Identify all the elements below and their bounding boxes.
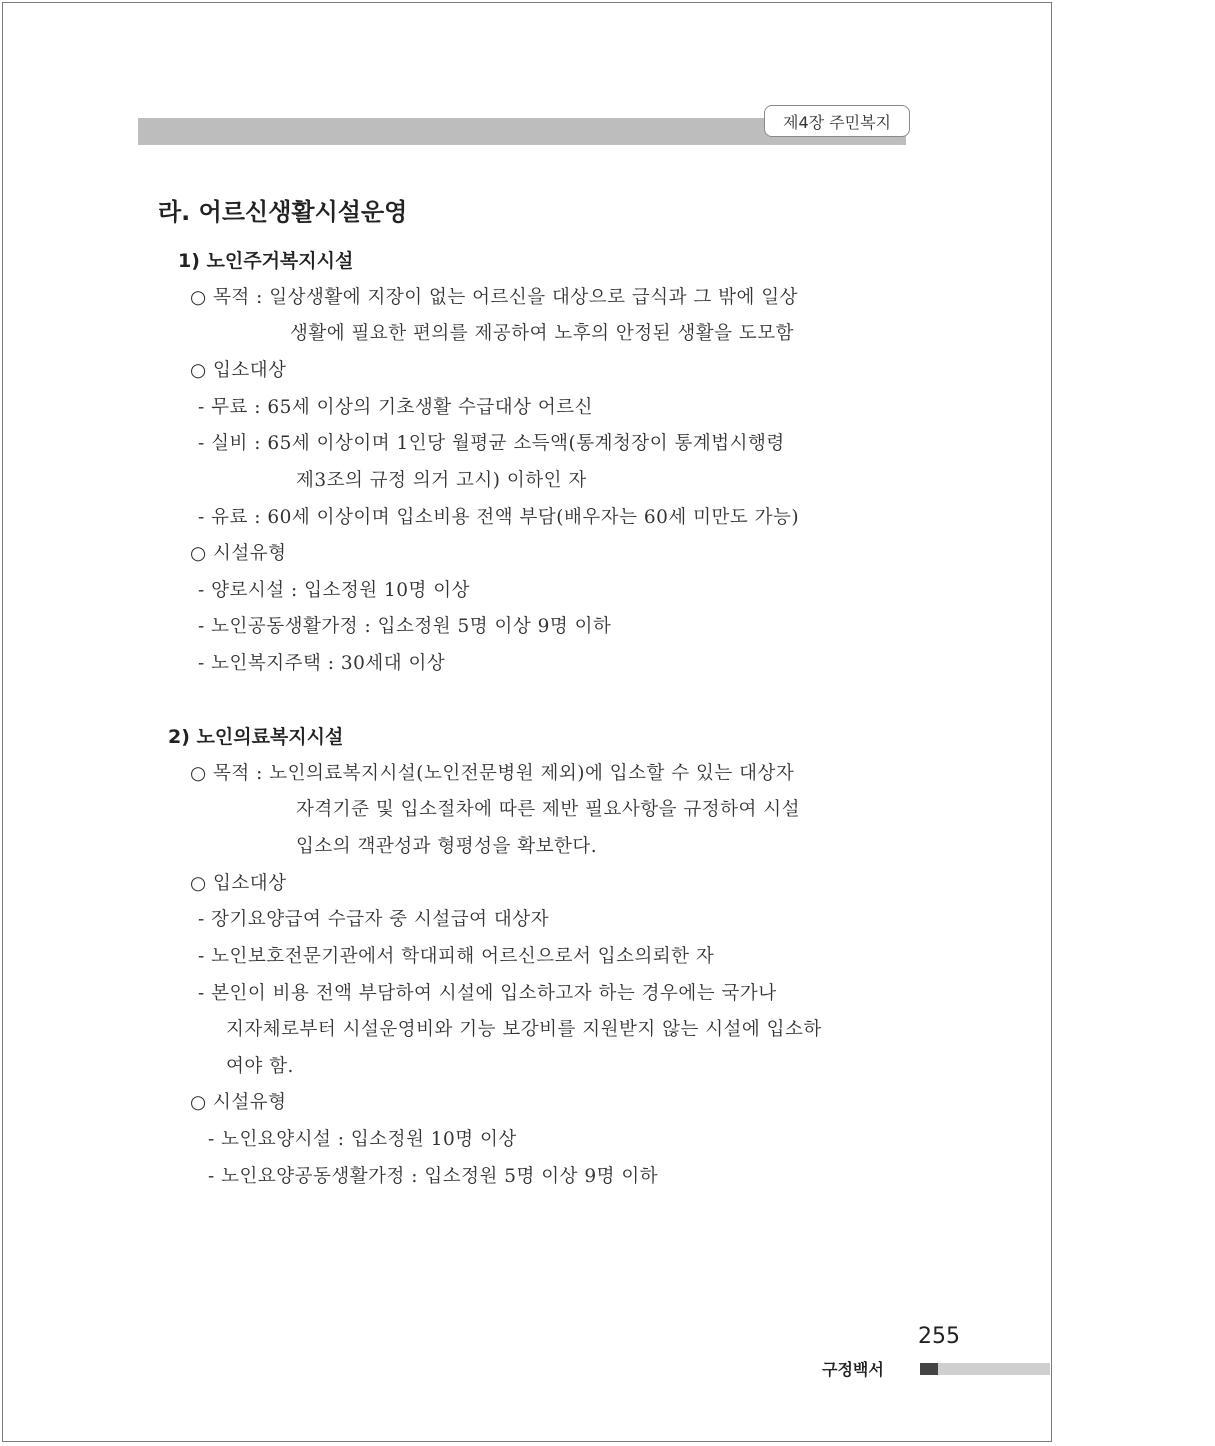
part1-line: ○ 입소대상: [190, 360, 287, 381]
part1-line: 제3조의 규정 의거 고시) 이하인 자: [296, 470, 587, 491]
footer-accent: [920, 1363, 938, 1375]
part2-line: - 본인이 비용 전액 부담하여 시설에 입소하고자 하는 경우에는 국가나: [198, 983, 777, 1004]
part2-title: 2) 노인의료복지시설: [168, 726, 344, 748]
page-number: 255: [918, 1324, 960, 1349]
footer-bar: [938, 1363, 1050, 1375]
part2-line: 여야 함.: [226, 1056, 294, 1077]
part1-line: - 양로시설 : 입소정원 10명 이상: [198, 580, 471, 601]
part2-line: ○ 입소대상: [190, 873, 287, 894]
part2-line: ○ 시설유형: [190, 1092, 287, 1113]
part1-line: - 실비 : 65세 이상이며 1인당 월평균 소득액(통계청장이 통계법시행령: [198, 433, 785, 454]
part1-line: 생활에 필요한 편의를 제공하여 노후의 안정된 생활을 도모함: [290, 323, 794, 344]
part1-line: ○ 시설유형: [190, 543, 287, 564]
part1-line: ○ 목적 : 일상생활에 지장이 없는 어르신을 대상으로 급식과 그 밖에 일상: [190, 287, 798, 308]
part2-line: 자격기준 및 입소절차에 따른 제반 필요사항을 규정하여 시설: [296, 799, 800, 820]
part1-title: 1) 노인주거복지시설: [178, 250, 354, 272]
section-title: 라. 어르신생활시설운영: [158, 198, 408, 226]
part1-line: - 무료 : 65세 이상의 기초생활 수급대상 어르신: [198, 397, 593, 418]
part2-line: - 장기요양급여 수급자 중 시설급여 대상자: [198, 909, 549, 930]
part1-line: - 노인복지주택 : 30세대 이상: [198, 653, 446, 674]
book-title: 구정백서: [822, 1360, 884, 1379]
part2-line: 지자체로부터 시설운영비와 기능 보강비를 지원받지 않는 시설에 입소하: [226, 1019, 822, 1040]
part2-line: 입소의 객관성과 형평성을 확보한다.: [296, 836, 598, 857]
part1-line: - 노인공동생활가정 : 입소정원 5명 이상 9명 이하: [198, 616, 612, 637]
chapter-tag: 제4장 주민복지: [764, 105, 910, 137]
part2-line: ○ 목적 : 노인의료복지시설(노인전문병원 제외)에 입소할 수 있는 대상자: [190, 763, 795, 784]
part2-line: - 노인요양공동생활가정 : 입소정원 5명 이상 9명 이하: [208, 1166, 659, 1187]
part2-line: - 노인요양시설 : 입소정원 10명 이상: [208, 1129, 517, 1150]
part2-line: - 노인보호전문기관에서 학대피해 어르신으로서 입소의뢰한 자: [198, 946, 715, 967]
part1-line: - 유료 : 60세 이상이며 입소비용 전액 부담(배우자는 60세 미만도 가능): [198, 507, 800, 528]
